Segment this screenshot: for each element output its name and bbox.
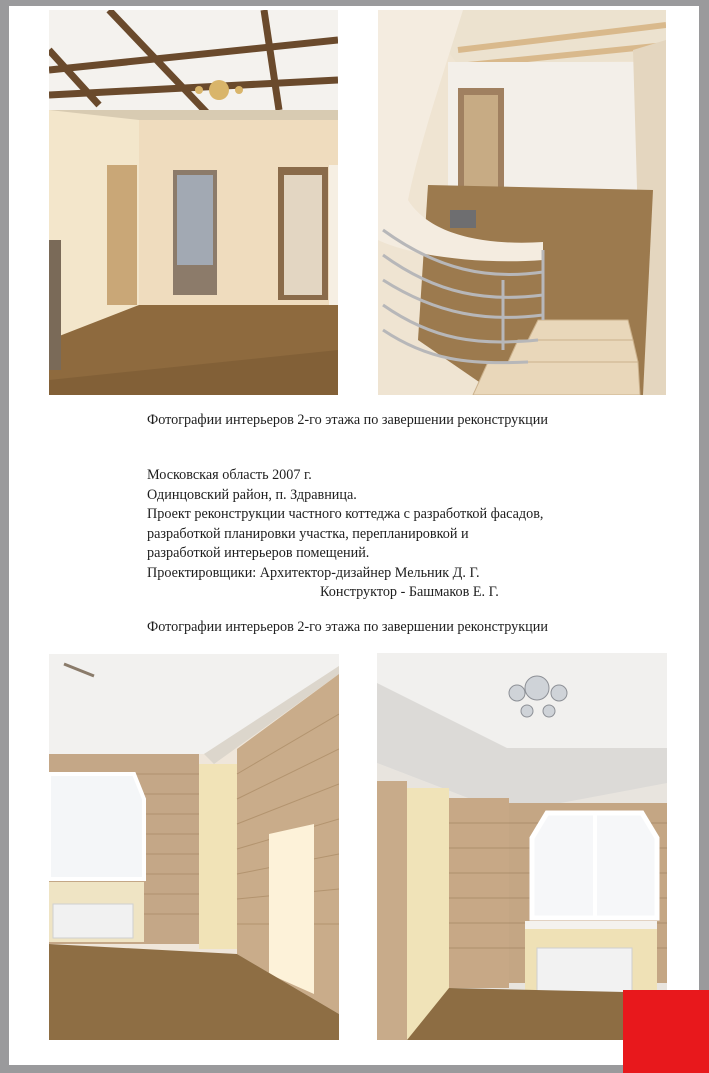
photos-caption-top: Фотографии интерьеров 2-го этажа по завершении реконструкции (147, 412, 548, 428)
info-line-engineer: Конструктор - Башмаков Е. Г. (320, 584, 499, 600)
document-page (9, 6, 699, 1065)
info-line-project-2: разработкой планировки участка, перепланировкой и (147, 525, 469, 542)
wood-paneled-room-photo (49, 654, 339, 1040)
info-line-location: Московская область 2007 г. (147, 467, 312, 483)
staircase-photo (378, 10, 666, 395)
photos-caption-bottom: Фотографии интерьеров 2-го этажа по завершении реконструкции (147, 619, 548, 635)
info-line-project: Проект реконструкции частного коттеджа с разработкой фасадов, (147, 506, 544, 522)
hallway-photo (49, 10, 338, 395)
attic-room-photo (377, 653, 667, 1040)
info-line-project-3: разработкой интерьеров помещений. (147, 545, 370, 561)
red-corner-mark (623, 990, 709, 1073)
info-line-designers: Проектировщики: Архитектор-дизайнер Мельник Д. Г. (147, 564, 480, 581)
info-line-district: Одинцовский район, п. Здравница. (147, 486, 357, 503)
project-info (147, 466, 543, 603)
